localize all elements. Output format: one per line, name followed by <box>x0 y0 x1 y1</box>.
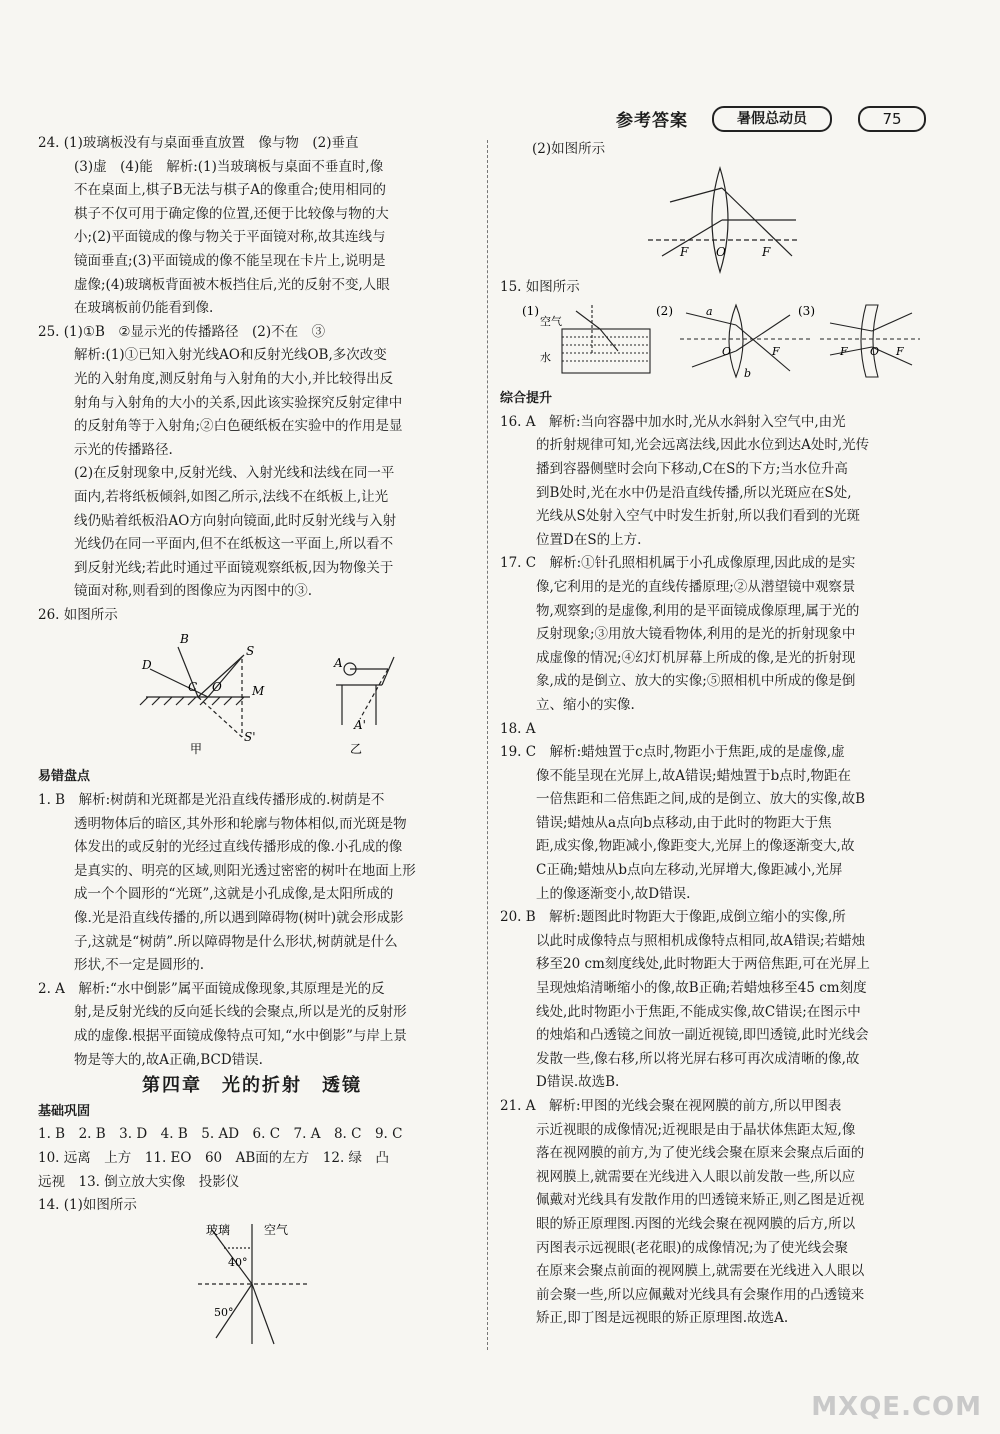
answer-17 <box>500 552 925 717</box>
text-line: 一倍焦距和二倍焦距之间,成的是倒立、放大的实像,故B <box>536 791 866 808</box>
right-column <box>500 138 925 1331</box>
text-line: 立、缩小的实像. <box>536 696 635 713</box>
figure-14-2 <box>500 164 925 274</box>
text-line: 线处,此时物距小于焦距,不能成实像,故C错误;在图示中 <box>536 1003 861 1020</box>
text-line: 反射现象;③用放大镜看物体,利用的是光的折射现象中 <box>536 626 856 643</box>
section-zonghe: 综合提升 <box>500 391 553 407</box>
answer-20 <box>500 906 925 1095</box>
text-line: 光线仍在同一平面内,但不在纸板这一平面上,所以看不 <box>74 536 394 553</box>
text-line: 形状,不一定是圆形的. <box>74 957 205 974</box>
reference-answer-label: 参考答案 <box>616 111 688 131</box>
text-line: 以此时成像特点与照相机成像特点相同,故A错误;若蜡烛 <box>536 932 866 949</box>
text-line: 小;(2)平面镜成的像与物关于平面镜对称,故其连线与 <box>74 229 386 246</box>
text-line: 镜面垂直;(3)平面镜成的像不能呈现在卡片上,说明是 <box>74 252 386 269</box>
fig14b-label-O: O <box>716 244 726 259</box>
text-line: 虚像;(4)玻璃板背面被木板挡住后,光的反射不变,人眼 <box>74 276 390 293</box>
text-line: 镜面对称,则看到的图像应为丙图中的③. <box>74 583 313 600</box>
page-header <box>608 104 938 134</box>
text-line: 解析:(1)①已知入射光线AO和反射光线OB,多次改变 <box>74 347 387 364</box>
text-line: 线仍贴着纸板沿AO方向射向镜面,此时反射光线与入射 <box>74 512 397 529</box>
text-line: 17. C 解析:①针孔照相机属于小孔成像原理,因此成的是实 <box>500 555 856 572</box>
text-line: 物,观察到的是虚像,利用的是平面镜成像原理,属于光的 <box>536 602 860 619</box>
fig14b-label-F-right: F <box>762 244 771 259</box>
text-line: C正确;蜡烛从b点向左移动,光屏增大,像距减小,光屏 <box>536 862 843 879</box>
text-line: 子,这就是“树荫”.所以障碍物是什么形状,树荫就是什么 <box>74 933 398 950</box>
text-line: 上的像逐渐变小,故D错误. <box>536 885 691 902</box>
text-line: 距,成实像,物距减小,像距变大,光屏上的像逐渐变大,故 <box>536 838 855 855</box>
text-line: 位置D在S的上方. <box>536 531 642 548</box>
text-line: 19. C 解析:蜡烛置于c点时,物距小于焦距,成的是虚像,虚 <box>500 744 845 761</box>
left-column <box>38 132 466 1350</box>
text-line: 错误;蜡烛从a点向b点移动,由于此时的物距大于焦 <box>536 814 832 831</box>
text-line: 示光的传播路径. <box>74 441 173 458</box>
text-line: 佩戴对光线具有发散作用的凹透镜来矫正,则乙图是近视 <box>536 1192 865 1209</box>
fig15-label-3: (3) <box>798 304 815 319</box>
text-line: 1. B 2. B 3. D 4. B 5. AD 6. C 7. A 8. C 9. C <box>38 1126 403 1143</box>
text-line: 光的入射角度,测反射角与入射角的大小,并比较得出反 <box>74 370 394 387</box>
text-line: 移至20 cm刻度线处,此时物距大于两倍焦距,可在光屏上 <box>536 956 870 973</box>
fig15-label-2: (2) <box>656 304 673 319</box>
fig15-label-F-2: F <box>772 345 780 359</box>
answer-24 <box>38 132 466 321</box>
text-line: 射,是反射光线的反向延长线的会聚点,所以是光的反射形 <box>74 1004 407 1021</box>
text-line: 的烛焰和凸透镜之间放一副近视镜,即凹透镜,此时光线会 <box>536 1027 869 1044</box>
text-line: 10. 远离 上方 11. EO 60 AB面的左方 12. 绿 凸 <box>38 1149 390 1166</box>
fig15-label-water: 水 <box>540 351 551 365</box>
text-line: 棋子不仅可用于确定像的位置,还便于比较像与物的大 <box>74 205 389 222</box>
fig26-label-D: D <box>142 658 152 673</box>
text-line: 21. A 解析:甲图的光线会聚在视网膜的前方,所以甲图表 <box>500 1098 842 1114</box>
fig15-label-F-3a: F <box>840 345 848 359</box>
text-line: 成的虚像.根据平面镜成像特点可知,“水中倒影”与岸上景 <box>74 1028 407 1044</box>
text-line: 像,它利用的是光的直线传播原理;②从潜望镜中观察景 <box>536 578 856 595</box>
text-line: 示近视眼的成像情况;近视眼是由于晶状体焦距太短,像 <box>536 1121 856 1138</box>
answer-25 <box>38 321 466 604</box>
fig15-label-b: b <box>744 367 752 381</box>
text-line: D错误.故选B. <box>536 1074 620 1091</box>
text-line: 成一个个圆形的“光斑”,这就是小孔成像,是太阳所成的 <box>74 886 394 903</box>
answer-14-2-label: (2)如图所示 <box>532 141 606 157</box>
text-line: 的反射角等于入射角;②白色硬纸板在实验中的作用是显 <box>74 418 403 435</box>
fig26-caption-jia: 甲 <box>190 742 203 757</box>
fig26-label-S: S <box>246 644 255 659</box>
text-line: 在玻璃板前仍能看到像. <box>74 300 214 317</box>
fig26-label-S-prime: S' <box>244 730 256 745</box>
text-line: 成虚像的情况;④幻灯机屏幕上所成的像,是光的折射现 <box>536 649 856 666</box>
error-review-1 <box>38 789 466 978</box>
basic-answers <box>38 1123 466 1194</box>
text-line: 光线从S处射入空气中时发生折射,所以我们看到的光斑 <box>536 508 861 525</box>
answer-19 <box>500 741 925 906</box>
text-line: 面内,若将纸板倾斜,如图乙所示,法线不在纸板上,让光 <box>74 488 389 505</box>
section-jichu: 基础巩固 <box>38 1103 91 1119</box>
text-line: 24. (1)玻璃板没有与桌面垂直放置 像与物 (2)垂直 <box>38 135 359 151</box>
text-line: 到反射光线;若此时通过平面镜观察纸板,因为物像关于 <box>74 559 394 576</box>
text-line: 呈现烛焰清晰缩小的像,故B正确;若蜡烛移至45 cm刻度 <box>536 980 867 997</box>
text-line: 不在桌面上,棋子B无法与棋子A的像重合;使用相同的 <box>74 182 387 199</box>
page-number: 75 <box>858 106 926 132</box>
text-line: 像不能呈现在光屏上,故A错误;蜡烛置于b点时,物距在 <box>536 767 852 784</box>
text-line: (2)在反射现象中,反射光线、入射光线和法线在同一平 <box>74 465 395 482</box>
text-line: 体发出的或反射的光经过直线传播形成的像.小孔成的像 <box>74 839 403 856</box>
text-line: 矫正,即丁图是远视眼的矫正原理图.故选A. <box>536 1310 789 1327</box>
fig26-label-C: C <box>188 680 198 695</box>
answer-15-label: 15. 如图所示 <box>500 278 580 295</box>
fig26-label-A: A <box>334 656 343 671</box>
text-line: 物是等大的,故A正确,BCD错误. <box>74 1051 263 1068</box>
fig26-label-O: O <box>212 680 222 695</box>
text-line: (3)虚 (4)能 解析:(1)当玻璃板与桌面不垂直时,像 <box>74 158 384 175</box>
text-line: 1. B 解析:树荫和光斑都是光沿直线传播形成的.树荫是不 <box>38 792 385 809</box>
fig15-label-O-2: O <box>722 345 732 359</box>
figure-15 <box>500 301 925 381</box>
site-watermark <box>752 1350 992 1430</box>
text-line: 16. A 解析:当向容器中加水时,光从水斜射入空气中,由光 <box>500 413 846 430</box>
fig15-label-F-3b: F <box>896 345 904 359</box>
text-line: 2. A 解析:“水中倒影”属平面镜成像现象,其原理是光的反 <box>38 980 385 997</box>
fig14-label-glass: 玻璃 <box>206 1222 231 1237</box>
text-line: 20. B 解析:题图此时物距大于像距,成倒立缩小的实像,所 <box>500 909 846 926</box>
answer-18: 18. A <box>500 720 536 737</box>
text-line: 的折射规律可知,光会远离法线,因此水位到达A处时,光传 <box>536 437 870 454</box>
fig15-label-a: a <box>706 305 713 319</box>
fig14-angle-50: 50° <box>214 1305 234 1319</box>
answer-16 <box>500 411 925 553</box>
fig14b-label-F-left: F <box>680 244 689 259</box>
answer-21 <box>500 1095 925 1331</box>
fig26-label-B: B <box>180 632 189 647</box>
text-line: 发散一些,像右移,所以将光屏右移可再次成清晰的像,故 <box>536 1050 860 1067</box>
fig15-label-1: (1) <box>522 304 539 319</box>
text-line: 象,成的是倒立、放大的实像;⑤照相机中所成的像是倒 <box>536 673 856 690</box>
answer-26-label: 26. 如图所示 <box>38 606 118 623</box>
series-badge: 暑假总动员 <box>712 106 832 132</box>
text-line: 丙图表示远视眼(老花眼)的成像情况;为了使光线会聚 <box>536 1239 849 1256</box>
fig14-label-air: 空气 <box>264 1222 289 1237</box>
fig26-caption-yi: 乙 <box>350 742 363 757</box>
text-line: 是真实的、明亮的区域,则阳光透过密密的树叶在地面上形 <box>74 862 416 879</box>
watermark-text: MXQE.COM <box>811 1392 982 1422</box>
figure-26 <box>38 629 466 759</box>
text-line: 眼的矫正原理图.丙图的光线会聚在视网膜的后方,所以 <box>536 1215 856 1232</box>
text-line: 落在视网膜的前方,为了使光线会聚在原来会聚点后面的 <box>536 1145 865 1162</box>
text-line: 透明物体后的暗区,其外形和轮廓与物体相似,而光斑是物 <box>74 815 407 832</box>
text-line: 到B处时,光在水中仍是沿直线传播,所以光斑应在S处, <box>536 484 852 501</box>
column-divider <box>487 140 488 1350</box>
fig14-angle-40: 40° <box>228 1255 248 1269</box>
text-line: 远视 13. 倒立放大实像 投影仪 <box>38 1173 240 1190</box>
fig26-label-A-prime: A' <box>354 718 366 733</box>
text-line: 射角与入射角的大小的关系,因此该实验探究反射定律中 <box>74 394 403 411</box>
fig26-label-M: M <box>252 684 265 699</box>
chapter-title: 第四章 光的折射 透镜 <box>142 1075 362 1097</box>
text-line: 像.光是沿直线传播的,所以遇到障碍物(树叶)就会形成影 <box>74 910 404 927</box>
error-review-2 <box>38 978 466 1072</box>
text-line: 前会聚一些,所以应佩戴对光线具有会聚作用的凸透镜来 <box>536 1286 865 1303</box>
text-line: 视网膜上,就需要在光线进入人眼以前发散一些,所以应 <box>536 1168 856 1185</box>
text-line: 播到容器侧壁时会向下移动,C在S的下方;当水位升高 <box>536 460 848 477</box>
text-line: 25. (1)①B ②显示光的传播路径 (2)不在 ③ <box>38 323 326 340</box>
figure-14-1 <box>38 1220 466 1348</box>
text-line: 在原来会聚点前面的视网膜上,就需要在光线进入人眼以 <box>536 1263 865 1280</box>
section-yicuo: 易错盘点 <box>38 769 91 785</box>
answer-14-label: 14. (1)如图所示 <box>38 1197 137 1214</box>
fig15-label-air: 空气 <box>540 315 562 329</box>
fig15-label-O-3: O <box>870 345 880 359</box>
